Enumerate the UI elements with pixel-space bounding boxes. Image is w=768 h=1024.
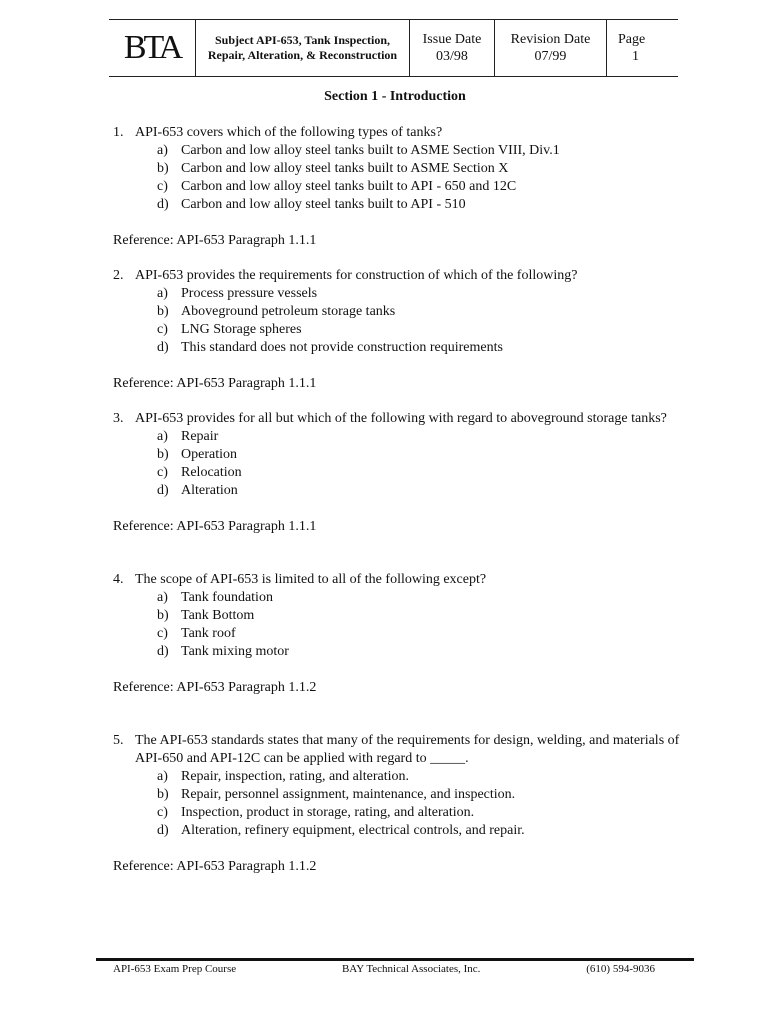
reference-text: Reference: API-653 Paragraph 1.1.1	[113, 519, 317, 534]
answer-option	[157, 464, 683, 482]
answer-option	[157, 339, 683, 357]
option-text: Repair, personnel assignment, maintenance, and inspection.	[181, 787, 516, 802]
option-letter: a)	[157, 590, 168, 605]
reference-text: Reference: API-653 Paragraph 1.1.1	[113, 233, 317, 248]
option-letter: d)	[157, 197, 169, 212]
question-number: 2.	[113, 268, 124, 283]
option-letter: b)	[157, 447, 169, 462]
option-letter: b)	[157, 161, 169, 176]
answer-option	[157, 768, 683, 786]
revision-date-label: Revision Date	[510, 32, 591, 47]
answer-option	[157, 804, 683, 822]
answer-option	[157, 822, 683, 840]
answer-option	[157, 446, 683, 464]
subject-cell	[196, 20, 410, 76]
answer-option	[157, 178, 683, 196]
option-text: Tank Bottom	[181, 608, 255, 623]
option-text: Alteration	[181, 483, 238, 498]
company-logo-cell	[109, 20, 196, 76]
option-letter: c)	[157, 179, 168, 194]
revision-date-cell	[495, 20, 607, 76]
option-letter: a)	[157, 429, 168, 444]
answer-option	[157, 625, 683, 643]
option-letter: c)	[157, 805, 168, 820]
option-letter: b)	[157, 787, 169, 802]
option-letter: c)	[157, 322, 168, 337]
question-block	[113, 124, 683, 250]
question-block	[113, 410, 683, 536]
question	[113, 410, 683, 428]
question-number: 1.	[113, 125, 124, 140]
question-number: 3.	[113, 411, 124, 426]
option-letter: a)	[157, 769, 168, 784]
answer-option	[157, 607, 683, 625]
answer-option	[157, 142, 683, 160]
option-text: Carbon and low alloy steel tanks built to ASME Section VIII, Div.1	[181, 143, 560, 158]
question-number: 5.	[113, 733, 124, 748]
answer-option	[157, 643, 683, 661]
option-text: Alteration, refinery equipment, electrical controls, and repair.	[181, 823, 525, 838]
option-text: Operation	[181, 447, 237, 462]
footer-phone: (610) 594-9036	[586, 963, 655, 975]
page-number: 1	[632, 49, 639, 64]
option-letter: b)	[157, 608, 169, 623]
question	[113, 732, 683, 768]
question	[113, 571, 683, 589]
option-text: This standard does not provide construction requirements	[181, 340, 503, 355]
option-text: LNG Storage spheres	[181, 322, 302, 337]
option-text: Inspection, product in storage, rating, and alteration.	[181, 805, 475, 820]
question-block	[113, 267, 683, 393]
document-header	[109, 19, 678, 77]
subject-text: Subject API-653, Tank Inspection, Repair, Alteration, & Reconstruction	[207, 33, 398, 62]
option-letter: a)	[157, 286, 168, 301]
answer-option	[157, 196, 683, 214]
option-text: Process pressure vessels	[181, 286, 318, 301]
option-text: Tank foundation	[181, 590, 273, 605]
option-text: Tank roof	[181, 626, 236, 641]
option-letter: d)	[157, 483, 169, 498]
answer-option	[157, 303, 683, 321]
option-text: Repair, inspection, rating, and alteration.	[181, 769, 410, 784]
answer-option	[157, 589, 683, 607]
option-letter: d)	[157, 644, 169, 659]
page-label: Page	[618, 32, 646, 47]
revision-date-value: 07/99	[534, 49, 567, 64]
option-letter: d)	[157, 340, 169, 355]
question-text: The API-653 standards states that many of the requirements for design, welding, and materials of API-650 and API-12C can be applied with regard to _____.	[135, 733, 680, 766]
option-text: Relocation	[181, 465, 242, 480]
answer-option	[157, 428, 683, 446]
reference-text: Reference: API-653 Paragraph 1.1.1	[113, 376, 317, 391]
option-text: Carbon and low alloy steel tanks built to API - 650 and 12C	[181, 179, 517, 194]
question	[113, 267, 683, 285]
option-letter: c)	[157, 626, 168, 641]
question-text: API-653 covers which of the following types of tanks?	[135, 125, 443, 140]
question	[113, 124, 683, 142]
question-text: The scope of API-653 is limited to all of the following except?	[135, 572, 487, 587]
question-list	[113, 124, 683, 876]
reference-text: Reference: API-653 Paragraph 1.1.2	[113, 859, 317, 874]
answer-option	[157, 285, 683, 303]
question-block	[113, 732, 683, 876]
company-logo: BTA	[123, 29, 181, 66]
option-text: Carbon and low alloy steel tanks built to API - 510	[181, 197, 466, 212]
section-title: Section 1 - Introduction	[324, 89, 466, 104]
footer-company: BAY Technical Associates, Inc.	[341, 963, 481, 975]
option-text: Repair	[181, 429, 219, 444]
document-footer	[113, 963, 655, 975]
answer-option	[157, 786, 683, 804]
option-letter: d)	[157, 823, 169, 838]
option-text: Carbon and low alloy steel tanks built to ASME Section X	[181, 161, 509, 176]
question-text: API-653 provides the requirements for construction of which of the following?	[135, 268, 578, 283]
question-text: API-653 provides for all but which of the following with regard to aboveground storage tanks?	[135, 411, 667, 426]
footer-course: API-653 Exam Prep Course	[113, 963, 237, 975]
option-text: Aboveground petroleum storage tanks	[181, 304, 396, 319]
issue-date-label: Issue Date	[422, 32, 482, 47]
issue-date-value: 03/98	[436, 49, 468, 64]
option-letter: b)	[157, 304, 169, 319]
question-block	[113, 571, 683, 697]
option-letter: c)	[157, 465, 168, 480]
footer-divider	[96, 958, 694, 961]
answer-option	[157, 160, 683, 178]
page-cell	[607, 20, 678, 76]
option-letter: a)	[157, 143, 168, 158]
answer-option	[157, 321, 683, 339]
answer-option	[157, 482, 683, 500]
question-number: 4.	[113, 572, 124, 587]
reference-text: Reference: API-653 Paragraph 1.1.2	[113, 680, 317, 695]
option-text: Tank mixing motor	[181, 644, 289, 659]
issue-date-cell	[410, 20, 495, 76]
